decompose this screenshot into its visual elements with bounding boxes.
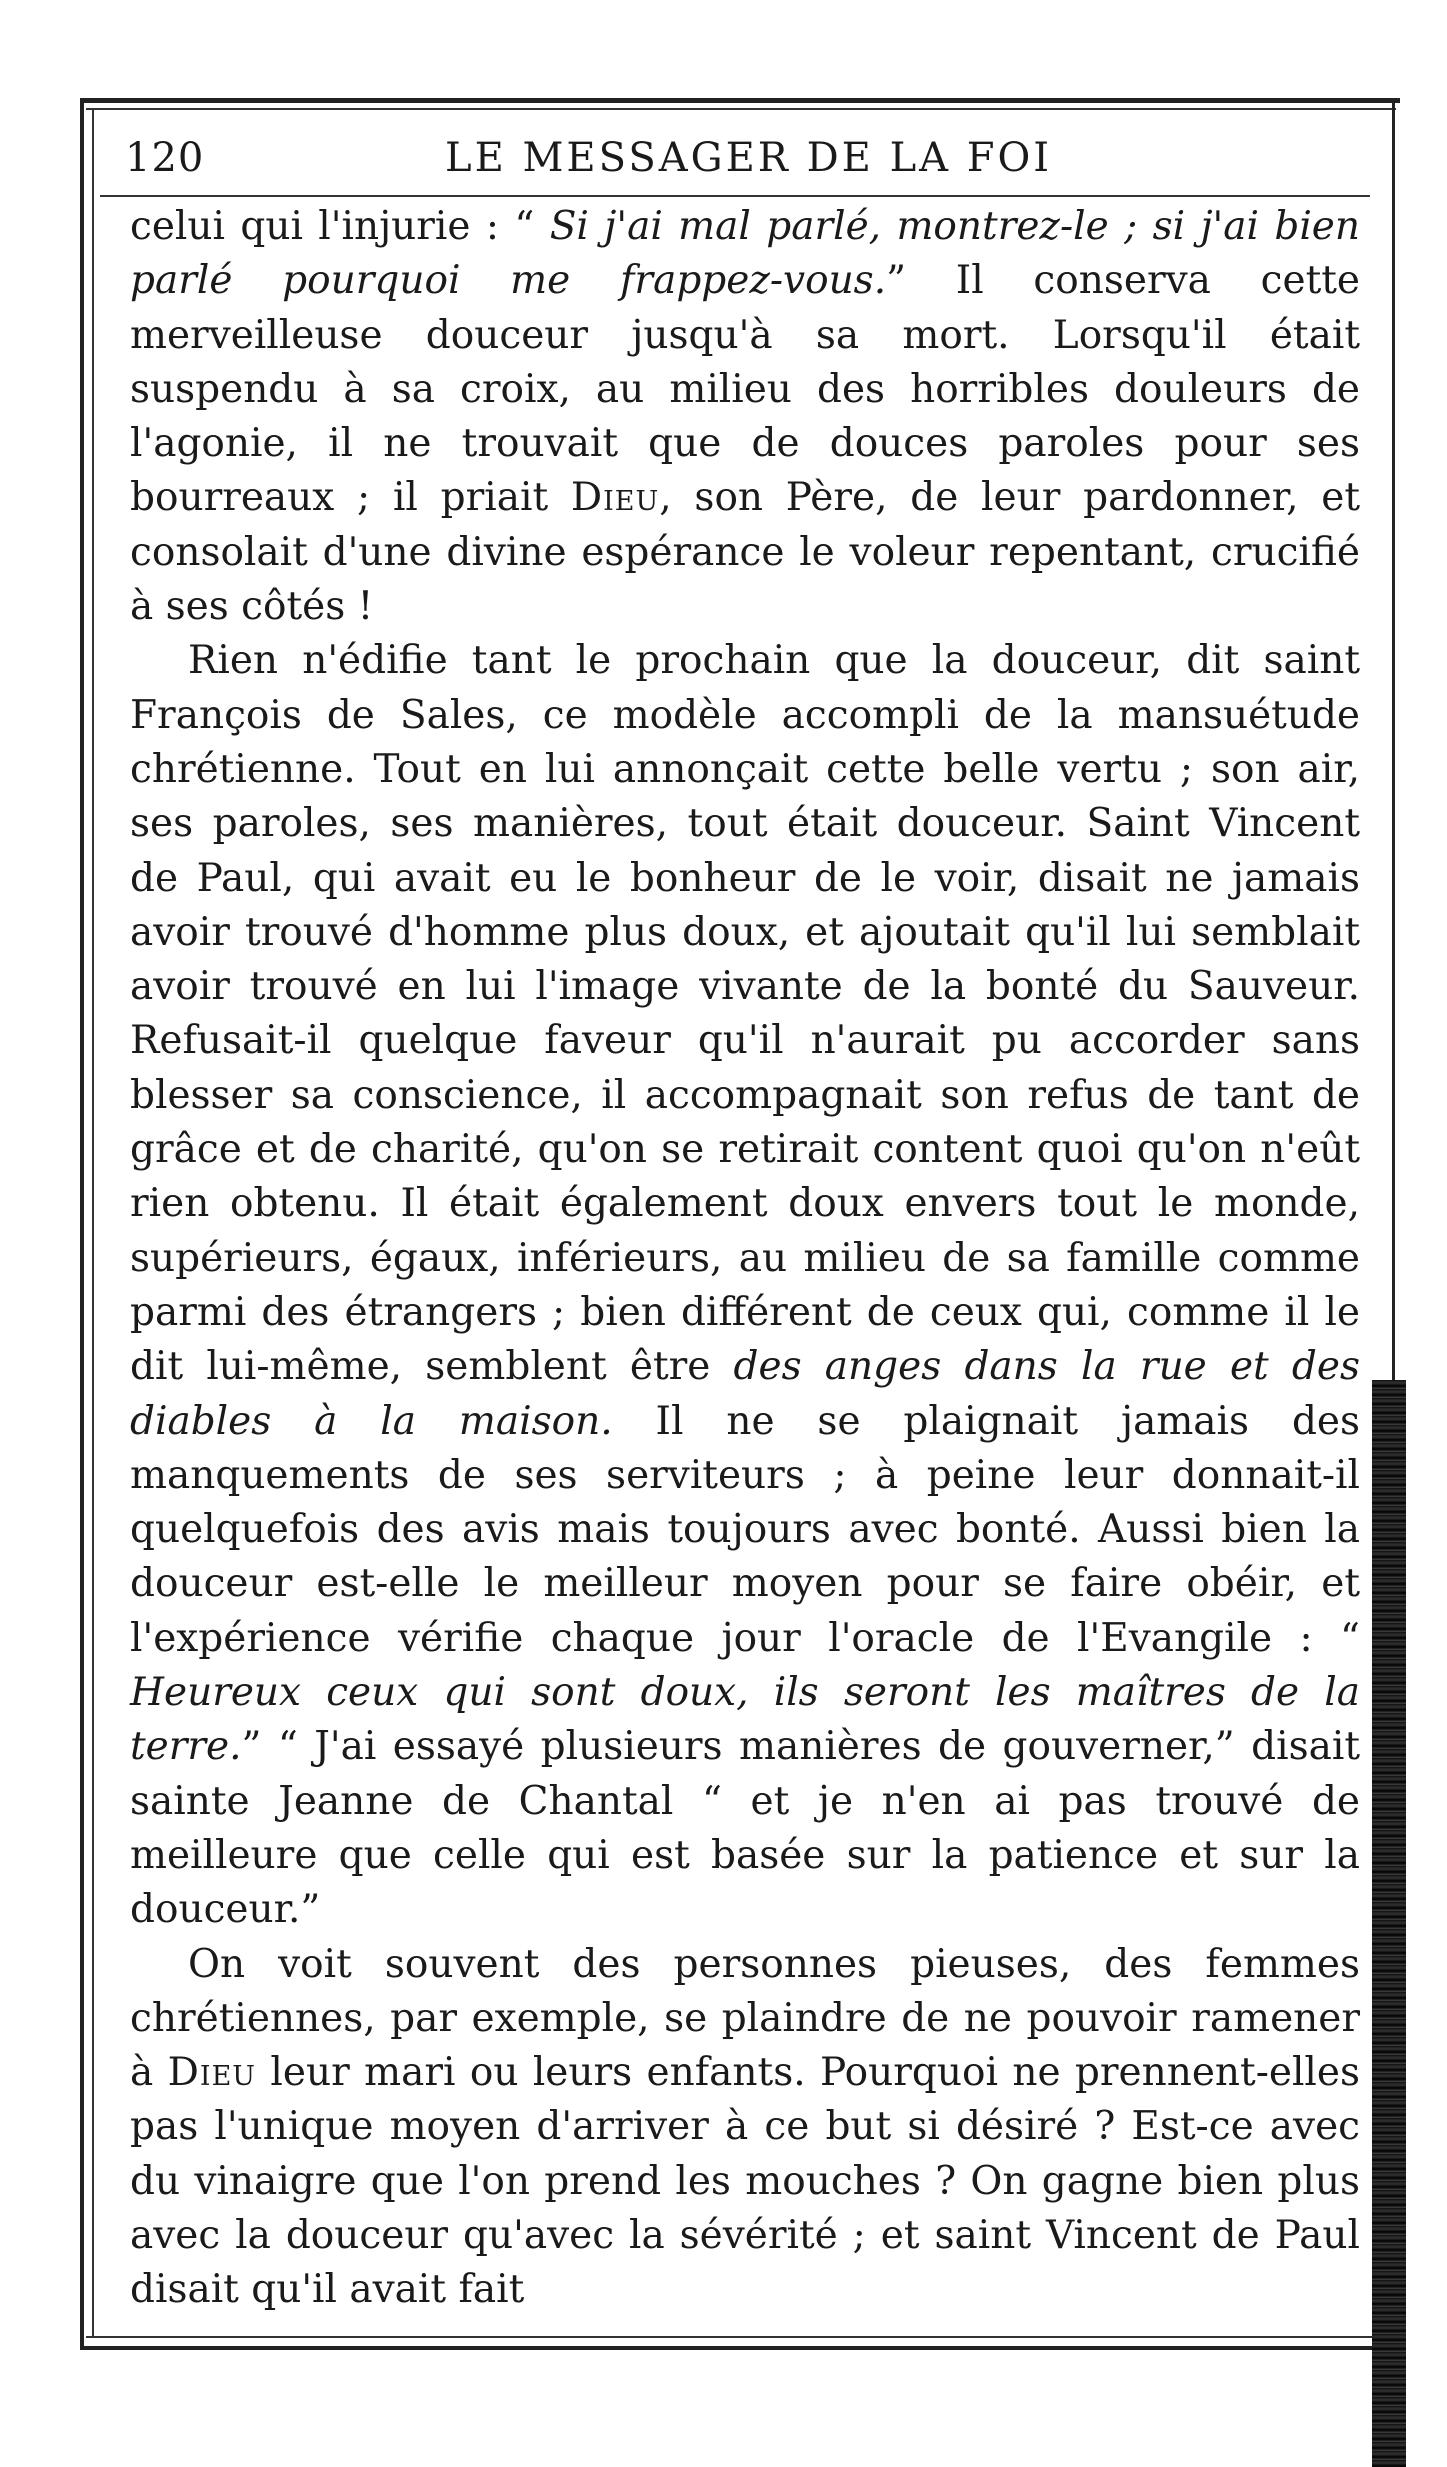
frame-rule-top <box>80 98 1400 103</box>
p1-text-3: , son Père, de leur pardonner, et consolait d'une divine espérance le voleur repentant, crucifié à ses côtés ! <box>130 475 1360 630</box>
p2-text-1: Rien n'édifie tant le prochain que la douceur, dit saint François de Sales, ce modèle accompli de la mansuétude chrétienne. Tout en lui annonçait cette belle vertu ; son air, ses paroles, ses manières, tout était douceur. Saint Vincent de Paul, qui avait eu le bonheur de le voir, disait ne jamais avoir trouvé d'homme plus doux, et ajoutait qu'il lui semblait avoir trouvé en lui l'image vivante de la bonté du Sauveur. Refusait-il quelque faveur qu'il n'aurait pu accorder sans blesser sa conscience, il accompagnait son refus de tant de grâce et de charité, qu'on se retirait content quoi qu'on n'eût rien obtenu. Il était également doux envers tout le monde, supérieurs, égaux, inférieurs, au milieu de sa famille comme parmi des étrangers ; bien différent de ceux qui, comme il le dit lui-même, semblent être <box>130 638 1360 1390</box>
running-title: LE MESSAGER DE LA FOI <box>445 135 1053 181</box>
p2-italic-2: Heureux ceux qui sont doux, ils seront les maîtres de la terre. <box>130 1670 1360 1770</box>
p1-quote-italic: Si j'ai mal parlé, montrez-le ; si j'ai bien parlé pourquoi me frappez-vous. <box>130 204 1361 304</box>
p1-small-caps-dieu: Dieu <box>570 475 660 521</box>
p1-text-1: celui qui l'injurie : “ <box>130 204 550 249</box>
paragraph-2 <box>130 634 1360 1937</box>
header-rule <box>100 195 1370 197</box>
p2-text-2: Il ne se plaignait jamais des manquements de ses serviteurs ; à peine leur donnait-il quelquefois des avis mais toujours avec bonté. Aussi bien la douceur est-elle le meilleur moyen pour se faire obéir, et l'expérience vérifie chaque jour l'oracle de l'Evangile : “ <box>130 1398 1361 1661</box>
body-text <box>130 200 1360 2318</box>
p2-italic-1: des anges dans la rue et des diables à la maison. <box>130 1344 1360 1444</box>
paragraph-3 <box>130 1938 1360 2318</box>
p1-text-2: ” Il conserva cette merveilleuse douceur jusqu'à sa mort. Lorsqu'il était suspendu à sa croix, au milieu des horribles douleurs de l'agonie, il ne trouvait que de douces paroles pour ses bourreaux ; il priait <box>130 258 1360 521</box>
paragraph-1 <box>130 200 1360 634</box>
p3-text-2: leur mari ou leurs enfants. Pourquoi ne prennent-elles pas l'unique moyen d'arriver à ce but si désiré ? Est-ce avec du vinaigre que l'on prend les mouches ? On gagne bien plus avec la douceur qu'avec la sévérité ; et saint Vincent de Paul disait qu'il avait fait <box>130 2050 1360 2313</box>
p3-small-caps-dieu: Dieu <box>167 2050 257 2096</box>
frame-rule-left <box>80 98 84 2348</box>
p2-text-3: ” “ J'ai essayé plusieurs manières de gouverner,” disait sainte Jeanne de Chantal “ et je n'en ai pas trouvé de meilleure que celle qui est basée sur la patience et sur la douceur.” <box>130 1724 1360 1933</box>
page-number: 120 <box>125 135 205 181</box>
frame-rule-bottom <box>80 2346 1400 2350</box>
running-head <box>125 128 1370 188</box>
frame-rule-left-inner <box>92 108 94 2338</box>
frame-rule-top-inner <box>86 108 1396 110</box>
scan-edge-shadow <box>1372 1380 1406 2467</box>
p3-text-1: On voit souvent des personnes pieuses, des femmes chrétiennes, par exemple, se plaindre de ne pouvoir ramener à <box>130 1941 1360 2096</box>
frame-rule-bottom-inner <box>86 2336 1386 2338</box>
